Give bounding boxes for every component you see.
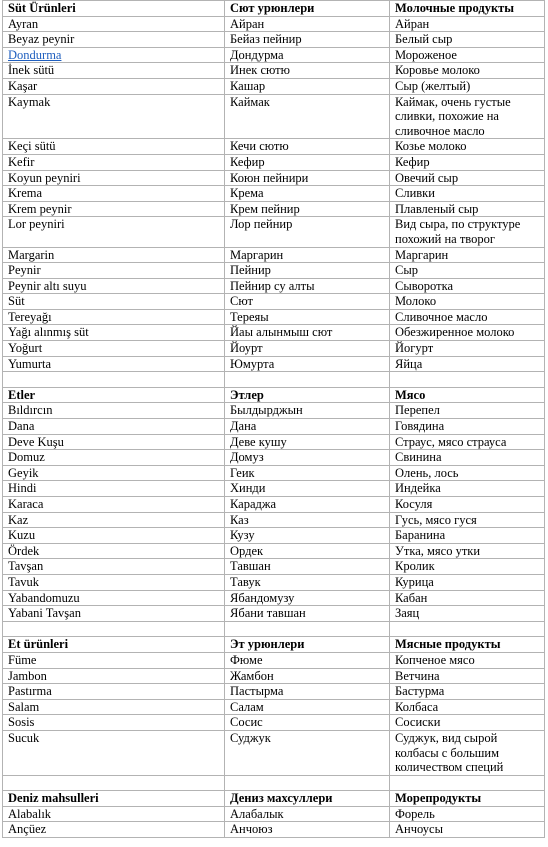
cell-transcription: Сют: [225, 294, 390, 310]
section-header-row: [3, 637, 545, 653]
cell-turkish: Bıldırcın: [3, 403, 225, 419]
cell-turkish: Ördek: [3, 543, 225, 559]
empty-cell: [225, 372, 390, 388]
cell-turkish: Sosis: [3, 715, 225, 731]
cell-turkish: Margarin: [3, 247, 225, 263]
cell-russian: Обезжиренное молоко: [390, 325, 545, 341]
cell-turkish: Yabani Tavşan: [3, 606, 225, 622]
table-row: [3, 325, 545, 341]
cell-transcription: Лор пейнир: [225, 217, 390, 247]
cell-transcription: Жамбон: [225, 668, 390, 684]
table-row: [3, 434, 545, 450]
table-row: [3, 668, 545, 684]
section-header-turkish: Et ürünleri: [3, 637, 225, 653]
cell-russian: Кефир: [390, 154, 545, 170]
cell-russian: Курица: [390, 574, 545, 590]
cell-transcription: Крема: [225, 186, 390, 202]
cell-russian: Сосиски: [390, 715, 545, 731]
cell-transcription: Юмурта: [225, 356, 390, 372]
cell-turkish: Alabalık: [3, 806, 225, 822]
cell-turkish: Kaymak: [3, 94, 225, 139]
cell-russian: Маргарин: [390, 247, 545, 263]
cell-russian: Форель: [390, 806, 545, 822]
cell-turkish: Dana: [3, 419, 225, 435]
cell-russian: Баранина: [390, 528, 545, 544]
cell-russian: Перепел: [390, 403, 545, 419]
cell-russian: Плавленый сыр: [390, 201, 545, 217]
cell-transcription: Тавшан: [225, 559, 390, 575]
table-row: [3, 294, 545, 310]
table-row: [3, 497, 545, 513]
cell-turkish: Domuz: [3, 450, 225, 466]
cell-russian: Белый сыр: [390, 32, 545, 48]
section-header-turkish: Etler: [3, 387, 225, 403]
cell-transcription: Ордек: [225, 543, 390, 559]
cell-transcription: Хинди: [225, 481, 390, 497]
cell-transcription: Геик: [225, 465, 390, 481]
cell-turkish: [3, 47, 225, 63]
cell-transcription: Сосис: [225, 715, 390, 731]
cell-transcription: Дана: [225, 419, 390, 435]
cell-russian: Овечий сыр: [390, 170, 545, 186]
cell-turkish: Yumurta: [3, 356, 225, 372]
cell-transcription: Суджук: [225, 730, 390, 775]
cell-russian: Страус, мясо страуса: [390, 434, 545, 450]
vocabulary-table: [2, 0, 545, 838]
table-row: [3, 341, 545, 357]
table-row: [3, 356, 545, 372]
table-row: [3, 247, 545, 263]
cell-turkish: Füme: [3, 652, 225, 668]
section-header-transcription: Дениз махсуллери: [225, 791, 390, 807]
cell-transcription: Кузу: [225, 528, 390, 544]
cell-russian: Сыр (желтый): [390, 78, 545, 94]
cell-transcription: Бейаз пейнир: [225, 32, 390, 48]
cell-turkish: Keçi sütü: [3, 139, 225, 155]
table-row: [3, 201, 545, 217]
table-row: [3, 278, 545, 294]
cell-russian: Сливочное масло: [390, 309, 545, 325]
cell-turkish: Hindi: [3, 481, 225, 497]
cell-turkish: Koyun peyniri: [3, 170, 225, 186]
cell-russian: Сыворотка: [390, 278, 545, 294]
cell-transcription: Айран: [225, 16, 390, 32]
cell-turkish: Krema: [3, 186, 225, 202]
cell-turkish: Tavuk: [3, 574, 225, 590]
spacer-row: [3, 775, 545, 791]
section-header-row: [3, 387, 545, 403]
table-row: [3, 78, 545, 94]
cell-transcription: Домуз: [225, 450, 390, 466]
cell-russian: Кабан: [390, 590, 545, 606]
empty-cell: [390, 775, 545, 791]
table-row: [3, 543, 545, 559]
table-row: [3, 684, 545, 700]
section-header-russian: Мясные продукты: [390, 637, 545, 653]
cell-turkish: Lor peyniri: [3, 217, 225, 247]
section-header-russian: Мясо: [390, 387, 545, 403]
table-row: [3, 574, 545, 590]
cell-russian: Бастурма: [390, 684, 545, 700]
cell-turkish: Tereyağı: [3, 309, 225, 325]
table-row: [3, 465, 545, 481]
cell-turkish: Tavşan: [3, 559, 225, 575]
cell-transcription: Караджа: [225, 497, 390, 513]
cell-transcription: Кашар: [225, 78, 390, 94]
empty-cell: [3, 372, 225, 388]
cell-transcription: Кефир: [225, 154, 390, 170]
section-header-transcription: Эт урюнлери: [225, 637, 390, 653]
cell-transcription: Ябани тавшан: [225, 606, 390, 622]
cell-turkish: Beyaz peynir: [3, 32, 225, 48]
cell-transcription: Крем пейнир: [225, 201, 390, 217]
table-row: [3, 481, 545, 497]
cell-russian: Ветчина: [390, 668, 545, 684]
cell-turkish: Peynir: [3, 263, 225, 279]
cell-turkish: Peynir altı suyu: [3, 278, 225, 294]
cell-transcription: Былдырджын: [225, 403, 390, 419]
table-row: [3, 606, 545, 622]
table-row: [3, 806, 545, 822]
section-header-turkish: Süt Ürünleri: [3, 1, 225, 17]
cell-russian: Вид сыра, по структуре похожий на творог: [390, 217, 545, 247]
table-row: [3, 403, 545, 419]
table-row: [3, 170, 545, 186]
section-header-russian: Молочные продукты: [390, 1, 545, 17]
cell-transcription: Йаы алынмыш сют: [225, 325, 390, 341]
cell-transcription: Пейнир: [225, 263, 390, 279]
table-row: [3, 94, 545, 139]
table-row: [3, 590, 545, 606]
cell-russian: Говядина: [390, 419, 545, 435]
cell-russian: Айран: [390, 16, 545, 32]
table-row: [3, 715, 545, 731]
cell-russian: Кролик: [390, 559, 545, 575]
cell-transcription: Алабалык: [225, 806, 390, 822]
empty-cell: [3, 775, 225, 791]
word-link[interactable]: Dondurma: [8, 47, 62, 62]
table-row: [3, 217, 545, 247]
cell-transcription: Ябандомузу: [225, 590, 390, 606]
section-header-row: [3, 1, 545, 17]
cell-transcription: Маргарин: [225, 247, 390, 263]
cell-turkish: Süt: [3, 294, 225, 310]
cell-transcription: Коюн пейнири: [225, 170, 390, 186]
table-row: [3, 139, 545, 155]
cell-transcription: Фюме: [225, 652, 390, 668]
cell-russian: Сливки: [390, 186, 545, 202]
vocabulary-table-body: [3, 1, 545, 838]
cell-turkish: Karaca: [3, 497, 225, 513]
table-row: [3, 730, 545, 775]
table-row: [3, 47, 545, 63]
cell-turkish: Kefir: [3, 154, 225, 170]
cell-russian: Косуля: [390, 497, 545, 513]
section-header-transcription: Этлер: [225, 387, 390, 403]
cell-transcription: Анчоюз: [225, 822, 390, 838]
cell-turkish: Kaşar: [3, 78, 225, 94]
cell-turkish: Ayran: [3, 16, 225, 32]
table-row: [3, 63, 545, 79]
cell-turkish: Krem peynir: [3, 201, 225, 217]
cell-turkish: Geyik: [3, 465, 225, 481]
cell-transcription: Деве кушу: [225, 434, 390, 450]
cell-russian: Суджук, вид сырой колбасы с большим количеством специй: [390, 730, 545, 775]
cell-turkish: Deve Kuşu: [3, 434, 225, 450]
table-row: [3, 309, 545, 325]
cell-transcription: Салам: [225, 699, 390, 715]
section-header-row: [3, 791, 545, 807]
spacer-row: [3, 621, 545, 637]
cell-russian: Каймак, очень густые сливки, похожие на сливочное масло: [390, 94, 545, 139]
cell-turkish: Kuzu: [3, 528, 225, 544]
cell-russian: Сыр: [390, 263, 545, 279]
cell-russian: Заяц: [390, 606, 545, 622]
table-row: [3, 32, 545, 48]
section-header-transcription: Сют урюнлери: [225, 1, 390, 17]
cell-transcription: Йоурт: [225, 341, 390, 357]
cell-russian: Коровье молоко: [390, 63, 545, 79]
table-row: [3, 16, 545, 32]
table-row: [3, 512, 545, 528]
empty-cell: [390, 621, 545, 637]
cell-turkish: Yağı alınmış süt: [3, 325, 225, 341]
table-row: [3, 263, 545, 279]
cell-transcription: Тереяы: [225, 309, 390, 325]
cell-russian: Гусь, мясо гуся: [390, 512, 545, 528]
cell-russian: Мороженое: [390, 47, 545, 63]
cell-transcription: Кечи сютю: [225, 139, 390, 155]
cell-transcription: Пейнир су алты: [225, 278, 390, 294]
cell-turkish: Salam: [3, 699, 225, 715]
empty-cell: [225, 621, 390, 637]
cell-turkish: Yoğurt: [3, 341, 225, 357]
table-row: [3, 419, 545, 435]
cell-transcription: Инек сютю: [225, 63, 390, 79]
cell-turkish: İnek sütü: [3, 63, 225, 79]
spacer-row: [3, 372, 545, 388]
cell-turkish: Kaz: [3, 512, 225, 528]
section-header-russian: Морепродукты: [390, 791, 545, 807]
table-row: [3, 186, 545, 202]
cell-transcription: Каймак: [225, 94, 390, 139]
cell-russian: Козье молоко: [390, 139, 545, 155]
cell-turkish: Jambon: [3, 668, 225, 684]
table-row: [3, 559, 545, 575]
cell-transcription: Тавук: [225, 574, 390, 590]
empty-cell: [3, 621, 225, 637]
cell-turkish: Ançüez: [3, 822, 225, 838]
cell-transcription: Дондурма: [225, 47, 390, 63]
cell-russian: Йогурт: [390, 341, 545, 357]
cell-transcription: Пастырма: [225, 684, 390, 700]
empty-cell: [390, 372, 545, 388]
cell-russian: Копченое мясо: [390, 652, 545, 668]
cell-turkish: Yabandomuzu: [3, 590, 225, 606]
cell-russian: Индейка: [390, 481, 545, 497]
cell-russian: Яйца: [390, 356, 545, 372]
cell-russian: Молоко: [390, 294, 545, 310]
table-row: [3, 699, 545, 715]
table-row: [3, 528, 545, 544]
cell-transcription: Каз: [225, 512, 390, 528]
cell-turkish: Pastırma: [3, 684, 225, 700]
cell-turkish: Sucuk: [3, 730, 225, 775]
empty-cell: [225, 775, 390, 791]
cell-russian: Анчоусы: [390, 822, 545, 838]
cell-russian: Колбаса: [390, 699, 545, 715]
table-row: [3, 450, 545, 466]
table-row: [3, 154, 545, 170]
table-row: [3, 652, 545, 668]
cell-russian: Утка, мясо утки: [390, 543, 545, 559]
cell-russian: Олень, лось: [390, 465, 545, 481]
table-row: [3, 822, 545, 838]
section-header-turkish: Deniz mahsulleri: [3, 791, 225, 807]
cell-russian: Свинина: [390, 450, 545, 466]
